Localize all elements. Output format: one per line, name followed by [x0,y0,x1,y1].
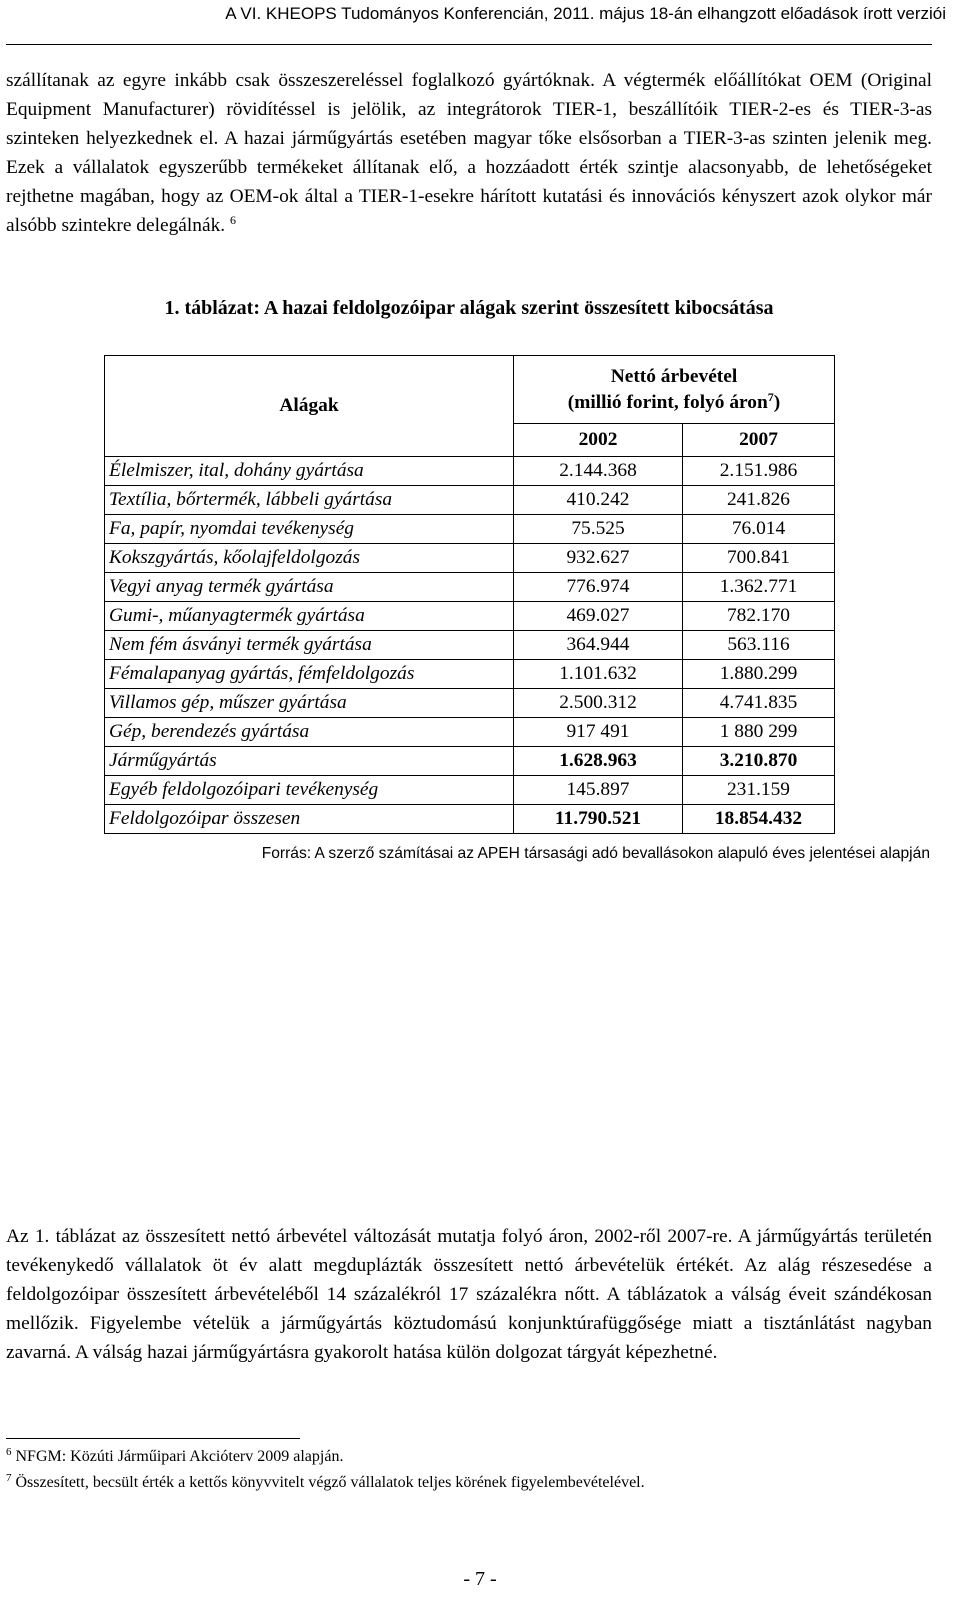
row-label: Nem fém ásványi termék gyártása [105,631,514,660]
row-label: Gép, berendezés gyártása [105,718,514,747]
table-row [105,573,835,602]
table-header-row [105,356,835,424]
footnote-divider [6,1438,300,1439]
value-2007: 1.362.771 [683,573,835,602]
value-2002: 2.500.312 [514,689,683,718]
value-2007: 782.170 [683,602,835,631]
value-2007: 563.116 [683,631,835,660]
table-row [105,747,835,776]
footnote-ref-6[interactable]: 6 [230,213,236,228]
page-number: - 7 - [463,1568,497,1590]
netto-line2: (millió forint, folyó áron [567,391,768,413]
value-2007: 3.210.870 [683,747,835,776]
value-2007: 76.014 [683,515,835,544]
table-source: Forrás: A szerző számításai az APEH társasági adó bevallásokon alapuló éves jelentései alapján [261,845,930,862]
footnote-6-number: 6 [6,1446,12,1458]
row-label: Élelmiszer, ital, dohány gyártása [105,457,514,486]
table-row [105,544,835,573]
output-table [104,355,835,834]
body-paragraph-2: Az 1. táblázat az összesített nettó árbevétel változását mutatja folyó áron, 2002-ről 2007-re. A járműgyártás területén tevékenykedő vállalatok öt év alatt megduplázták összesített nettó árbevételük értékét. Az alág részesedése a feldolgozóipar összesített árbevételéből 14 százalékról 17 százalékra nőtt. A táblázatok a válság éveit szándékosan mellőzik. Figyelembe vételük a járműgyártás köztudomású konjunktúrafüggősége miatt a tisztánlátást nagyban zavarná. A válság hazai járműgyártásra gyakorolt hatása külön dolgozat tárgyát képezhetné. [6,1226,932,1364]
table-row [105,718,835,747]
value-2007: 1.880.299 [683,660,835,689]
value-2007: 231.159 [683,776,835,805]
table-row [105,631,835,660]
footnote-7-text: Összesített, becsült érték a kettős könyvvitelt végző vállalatok teljes körének figyelembevételével. [15,1474,645,1491]
row-label: Textília, bőrtermék, lábbeli gyártása [105,486,514,515]
running-header: A VI. KHEOPS Tudományos Konferencián, 2011. május 18-án elhangzott előadások írott verziói [225,4,946,23]
value-2007: 241.826 [683,486,835,515]
table-row [105,515,835,544]
value-2002: 75.525 [514,515,683,544]
table-row [105,602,835,631]
footnote-ref-7[interactable]: 7 [767,389,774,404]
value-2007: 700.841 [683,544,835,573]
value-2002: 11.790.521 [514,805,683,834]
row-label: Gumi-, műanyagtermék gyártása [105,602,514,631]
table-body [105,457,835,834]
table-row [105,457,835,486]
value-2002: 1.101.632 [514,660,683,689]
row-label: Járműgyártás [105,747,514,776]
column-header-2002: 2002 [514,424,683,457]
value-2007: 2.151.986 [683,457,835,486]
table-row [105,805,835,834]
table-caption: 1. táblázat: A hazai feldolgozóipar alágak szerint összesített kibocsátása [164,297,774,319]
value-2002: 364.944 [514,631,683,660]
row-label: Vegyi anyag termék gyártása [105,573,514,602]
value-2007: 1 880 299 [683,718,835,747]
row-label: Feldolgozóipar összesen [105,805,514,834]
row-label: Egyéb feldolgozóipari tevékenység [105,776,514,805]
netto-close: ) [773,391,781,413]
netto-line1: Nettó árbevétel [610,365,738,387]
footnote-7-number: 7 [6,1472,12,1484]
footnote-7 [6,1472,932,1494]
footnote-6-text: NFGM: Közúti Járműipari Akcióterv 2009 alapján. [15,1448,344,1465]
footnote-6 [6,1446,932,1468]
value-2002: 2.144.368 [514,457,683,486]
row-label: Kokszgyártás, kőolajfeldolgozás [105,544,514,573]
column-header-alagak: Alágak [105,356,514,457]
paragraph-1-text: szállítanak az egyre inkább csak összeszereléssel foglalkozó gyártóknak. A végtermék előállítókat OEM (Original Equipment Manufacturer) rövidítéssel is jelölik, az integrátorok TIER-1, beszállítóik TIER-2-es és TIER-3-as szinteken helyezkednek el. A hazai járműgyártás esetében magyar tőke elsősorban a TIER-3-as szinten jelenik meg. Ezek a vállalatok egyszerűbb termékeket állítanak elő, a hozzáadott érték szintje alacsonyabb, de lehetőségeket rejthetne magában, hogy az OEM-ok által a TIER-1-esekre hárított kutatási és innovációs kényszert azok olykor már alsóbb szintekre delegálnák. [6,70,932,237]
header-divider [6,44,932,45]
value-2007: 18.854.432 [683,805,835,834]
body-paragraph-1 [6,66,932,241]
value-2002: 917 491 [514,718,683,747]
value-2002: 145.897 [514,776,683,805]
row-label: Villamos gép, műszer gyártása [105,689,514,718]
row-label: Fa, papír, nyomdai tevékenység [105,515,514,544]
value-2002: 410.242 [514,486,683,515]
column-header-2007: 2007 [683,424,835,457]
value-2007: 4.741.835 [683,689,835,718]
column-header-netto [514,356,835,424]
value-2002: 469.027 [514,602,683,631]
row-label: Fémalapanyag gyártás, fémfeldolgozás [105,660,514,689]
value-2002: 1.628.963 [514,747,683,776]
table-row [105,660,835,689]
table-row [105,486,835,515]
table-row [105,776,835,805]
value-2002: 776.974 [514,573,683,602]
value-2002: 932.627 [514,544,683,573]
table-row [105,689,835,718]
